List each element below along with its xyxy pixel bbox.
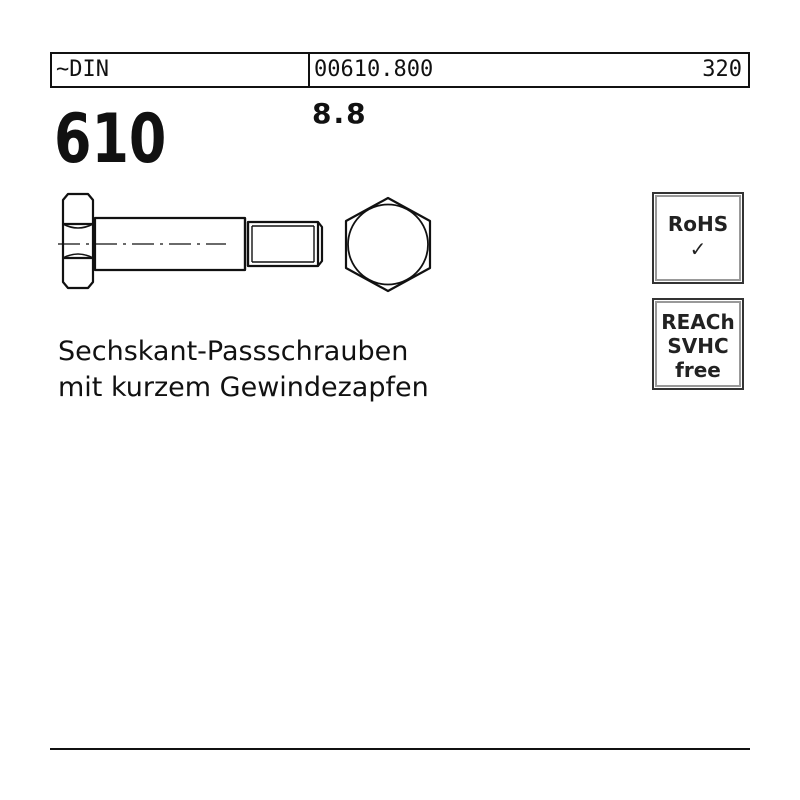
reach-label: REACh bbox=[661, 310, 735, 334]
header-table bbox=[50, 52, 750, 88]
norm-label: ~DIN bbox=[52, 54, 310, 86]
check-icon: ✓ bbox=[689, 237, 707, 261]
bottom-divider bbox=[50, 748, 750, 750]
hex-end-view bbox=[346, 198, 430, 291]
svhc-label: SVHC bbox=[667, 334, 729, 358]
threaded-stub bbox=[248, 222, 322, 266]
strength-grade: 8.8 bbox=[312, 97, 368, 130]
standard-number: 610 bbox=[54, 100, 167, 179]
article-code: 320 bbox=[702, 57, 742, 82]
bolt-head-side bbox=[63, 194, 93, 288]
title-line-2: mit kurzem Gewindezapfen bbox=[58, 372, 429, 403]
rohs-label: RoHS bbox=[667, 212, 729, 236]
free-label: free bbox=[675, 358, 721, 382]
reach-badge bbox=[652, 298, 744, 390]
product-title bbox=[58, 334, 429, 406]
article-cell bbox=[310, 54, 748, 86]
bolt-drawing bbox=[50, 192, 440, 297]
rohs-badge bbox=[652, 192, 744, 284]
title-line-1: Sechskant-Passschrauben bbox=[58, 336, 409, 367]
article-number: 00610.800 bbox=[314, 57, 434, 82]
